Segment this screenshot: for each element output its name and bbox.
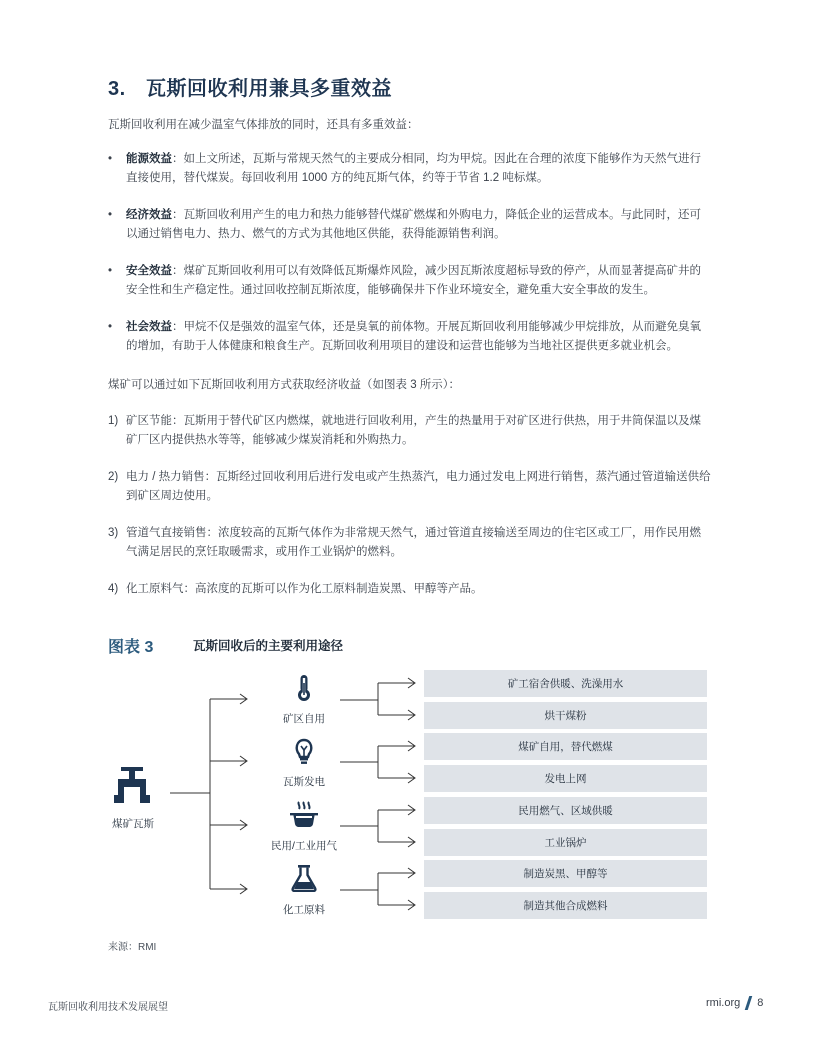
method-item	[108, 524, 712, 562]
benefit-item	[108, 206, 712, 244]
leaf-box: 民用燃气、区域供暖	[424, 797, 707, 824]
footer-page-info	[706, 996, 763, 1010]
benefit-lead: 经济效益	[126, 209, 172, 221]
benefit-text: ：如上文所述，瓦斯与常规天然气的主要成分相同，均为甲烷。因此在合理的浓度下能够作为天然气进行直接使用，替代煤炭。每回收利用 1000 方的纯瓦斯气体，约等于节省 1.2 吨标煤。	[126, 153, 701, 184]
method-text: 电力 / 热力销售：瓦斯经过回收利用后进行发电或产生热蒸汽，电力通过发电上网进行销售，蒸汽通过管道输送供给到矿区周边使用。	[126, 471, 711, 502]
method-text: 管道气直接销售：浓度较高的瓦斯气体作为非常规天然气，通过管道直接输送至周边的住宅区或工厂，用作民用燃气满足居民的烹饪取暖需求，或用作工业锅炉的燃料。	[126, 527, 701, 558]
thermometer-icon	[290, 674, 318, 702]
leaf-box: 发电上网	[424, 765, 707, 792]
benefit-lead: 能源效益	[126, 153, 172, 165]
benefit-text: ：煤矿瓦斯回收利用可以有效降低瓦斯爆炸风险，减少因瓦斯浓度超标导致的停产，从而显著提高矿井的安全性和生产稳定性。通过回收控制瓦斯浓度，能够确保井下作业环境安全，避免重大安全事故的发生。	[126, 265, 701, 296]
intro-paragraph: 瓦斯回收利用在减少温室气体排放的同时，还具有多重效益：	[108, 119, 419, 131]
method-number: 3)	[108, 527, 119, 539]
use-label: 化工原料	[283, 904, 325, 916]
method-item	[108, 580, 712, 599]
figure-label: 图表 3	[108, 639, 154, 656]
source-label: 煤矿瓦斯	[112, 818, 154, 830]
section-heading	[108, 72, 392, 101]
footer-slash-mark	[745, 996, 753, 1010]
bullet-dot: •	[108, 265, 113, 277]
leaf-box: 烘干煤粉	[424, 702, 707, 729]
use-label: 矿区自用	[283, 713, 325, 725]
footer-doc-title: 瓦斯回收利用技术发展展望	[48, 1002, 168, 1013]
benefit-text: ：甲烷不仅是强效的温室气体，还是臭氧的前体物。开展瓦斯回收利用能够减少甲烷排放，从而避免臭氧的增加，有助于人体健康和粮食生产。瓦斯回收利用项目的建设和运营也能够为当地社区提供更多就业机会。	[126, 321, 701, 352]
method-item	[108, 412, 712, 450]
benefit-text: ：瓦斯回收利用产生的电力和热力能够替代煤矿燃煤和外购电力，降低企业的运营成本。与此同时，还可以通过销售电力、热力、燃气的方式为其他地区供能，获得能源销售利润。	[126, 209, 701, 240]
method-list	[108, 412, 712, 617]
valve-icon	[112, 765, 152, 805]
leaf-box: 矿工宿舍供暖、洗澡用水	[424, 670, 707, 697]
method-number: 4)	[108, 583, 119, 595]
leaf-box: 制造其他合成燃料	[424, 892, 707, 919]
method-item	[108, 468, 712, 506]
figure-source-note: 来源：RMI	[108, 942, 157, 953]
use-label: 瓦斯发电	[283, 776, 325, 788]
method-text: 矿区节能：瓦斯用于替代矿区内燃煤，就地进行回收利用，产生的热量用于对矿区进行供热，用于井筒保温以及煤矿厂区内提供热水等等，能够减少煤炭消耗和外购热力。	[126, 415, 701, 446]
footer-site-link[interactable]: rmi.org	[706, 997, 741, 1009]
flask-icon	[290, 864, 318, 892]
lightbulb-icon	[290, 737, 318, 765]
benefit-item	[108, 262, 712, 300]
benefit-item	[108, 318, 712, 356]
benefit-list	[108, 150, 712, 374]
benefit-lead: 社会效益	[126, 321, 172, 333]
bullet-dot: •	[108, 321, 113, 333]
benefit-lead: 安全效益	[126, 265, 172, 277]
leaf-box: 制造炭黑、甲醇等	[424, 860, 707, 887]
bullet-dot: •	[108, 153, 113, 165]
method-number: 2)	[108, 471, 119, 483]
methods-intro: 煤矿可以通过如下瓦斯回收利用方式获取经济收益（如图表 3 所示）：	[108, 379, 461, 391]
cooking-pot-icon	[290, 800, 318, 828]
method-text: 化工原料气：高浓度的瓦斯可以作为化工原料制造炭黑、甲醇等产品。	[126, 583, 483, 595]
page-number: 8	[757, 997, 764, 1009]
method-number: 1)	[108, 415, 119, 427]
figure-title: 瓦斯回收后的主要利用途径	[193, 639, 344, 653]
section-title: 瓦斯回收利用兼具多重效益	[146, 78, 392, 100]
section-number: 3.	[108, 78, 126, 100]
use-label: 民用/工业用气	[271, 840, 337, 852]
benefit-item	[108, 150, 712, 188]
bullet-dot: •	[108, 209, 113, 221]
leaf-box: 工业锅炉	[424, 829, 707, 856]
leaf-box: 煤矿自用，替代燃煤	[424, 733, 707, 760]
